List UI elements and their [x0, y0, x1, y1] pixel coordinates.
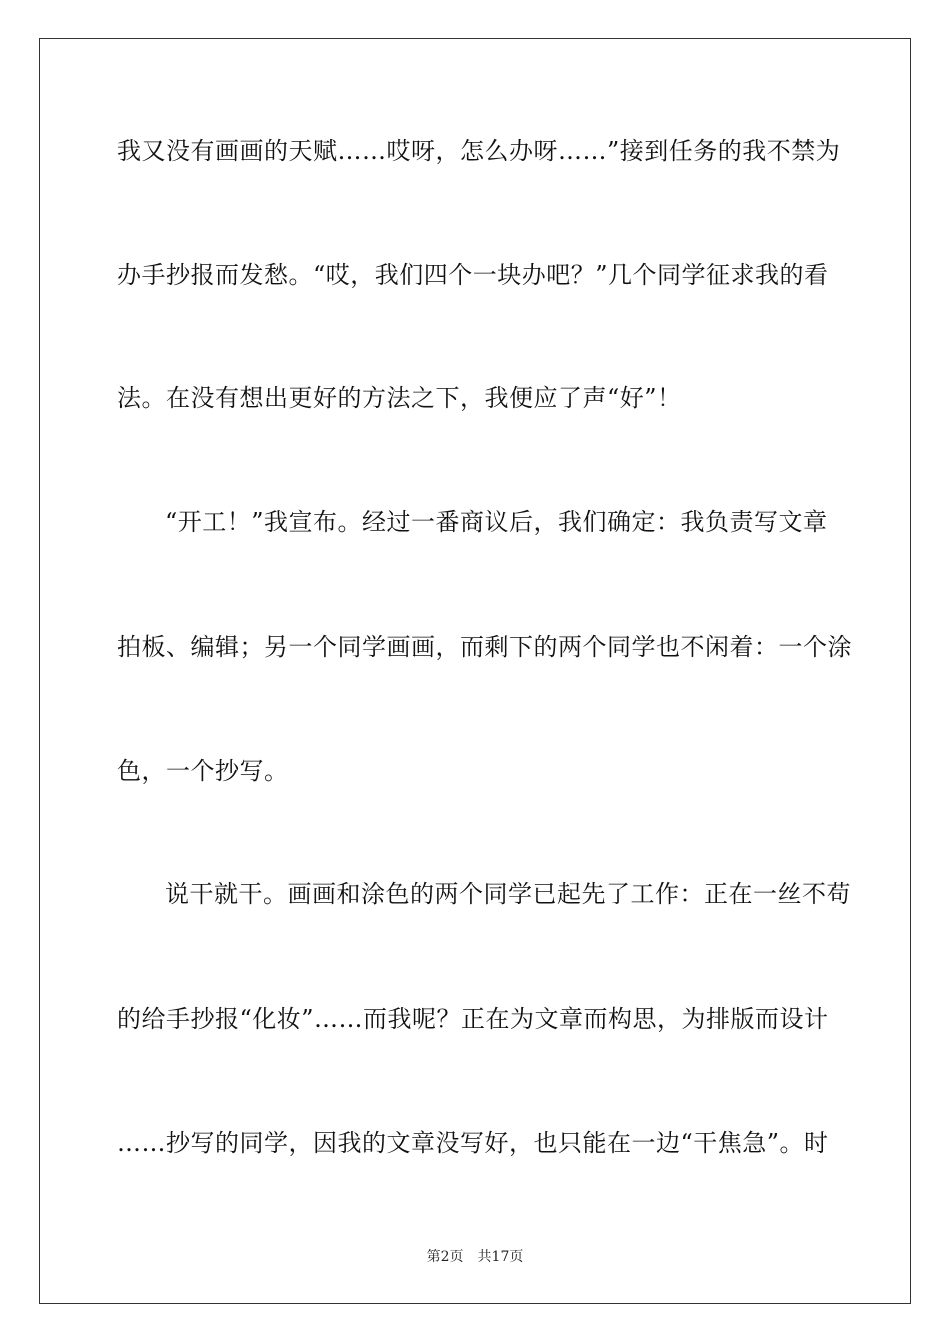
- paragraph-1-line-1: 我又没有画画的天赋……哎呀，怎么办呀……”接到任务的我不禁为: [117, 137, 841, 165]
- page-footer: [0, 1248, 950, 1266]
- paragraph-3-line-1: 说干就干。画画和涂色的两个同学已起先了工作：正在一丝不苟: [165, 880, 851, 908]
- paragraph-1-line-3: 法。在没有想出更好的方法之下，我便应了声“好”！: [117, 384, 682, 412]
- paragraph-2-line-3: 色，一个抄写。: [117, 757, 289, 785]
- paragraph-1-line-2: 办手抄报而发愁。“哎，我们四个一块办吧？”几个同学征求我的看: [117, 261, 829, 289]
- paragraph-3-line-3: ……抄写的同学，因我的文章没写好，也只能在一边“干焦急”。时: [117, 1129, 829, 1157]
- paragraph-2-line-1: “开工！”我宣布。经过一番商议后，我们确定：我负责写文章: [165, 508, 828, 536]
- page-number: 第2页: [426, 1249, 464, 1265]
- page-border: [39, 38, 911, 1304]
- paragraph-2-line-2: 拍板、编辑；另一个同学画画，而剩下的两个同学也不闲着：一个涂: [117, 633, 852, 661]
- page-total: 共17页: [477, 1249, 524, 1265]
- paragraph-3-line-2: 的给手抄报“化妆”……而我呢？正在为文章而构思，为排版而设计: [117, 1005, 829, 1033]
